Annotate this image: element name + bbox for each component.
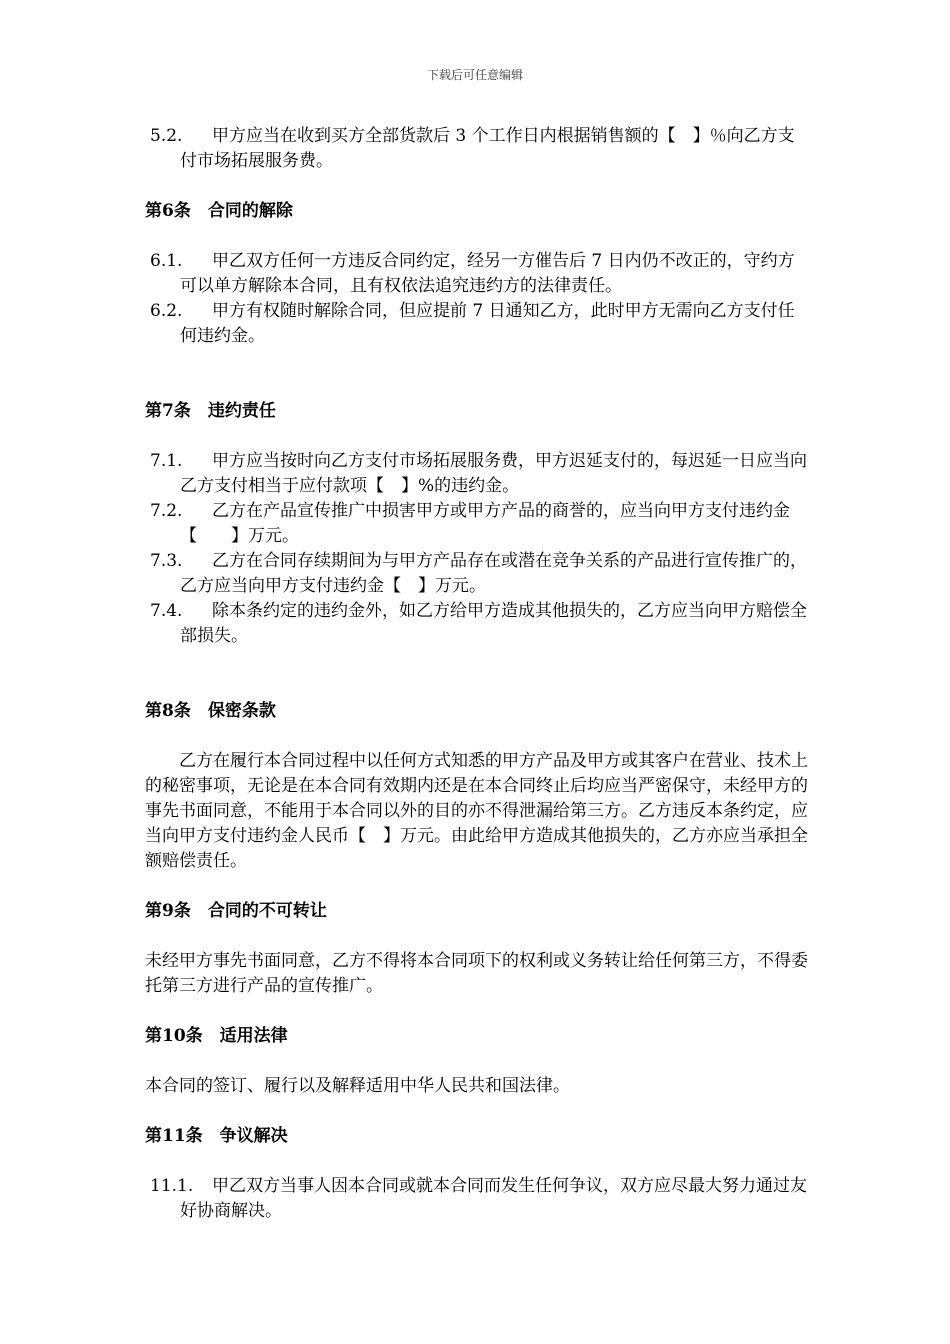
clause-text: [180, 249, 810, 299]
clause-text: [180, 599, 810, 649]
clause-text: [180, 449, 810, 499]
clause-text: [180, 499, 810, 549]
clause-number: 6.1.: [150, 251, 183, 271]
clause-6-1: [145, 249, 810, 299]
clause-text-content: 除本条约定的违约金外，如乙方给甲方造成其他损失的，乙方应当向甲方赔偿全部损失。: [180, 601, 807, 646]
clause-number: 7.3.: [150, 551, 183, 571]
clause-text-content: 甲方应当在收到买方全部货款后 3 个工作日内根据销售额的【 】％向乙方支付市场拓展服务费。: [180, 126, 795, 171]
clause-text: [180, 299, 810, 349]
clause-text-content: 甲乙双方任何一方违反合同约定，经另一方催告后 7 日内仍不改正的，守约方可以单方解除本合同，且有权依法追究违约方的法律责任。: [180, 251, 795, 296]
clause-11-1: [145, 1174, 810, 1224]
clause-7-4: [145, 599, 810, 649]
clause-number: 5.2.: [150, 126, 183, 146]
clause-text-content: 乙方在合同存续期间为与甲方产品存在或潜在竞争关系的产品进行宣传推广的，乙方应当向甲方支付违约金【 】万元。: [180, 551, 807, 596]
article-11-heading: 第11条 争议解决: [145, 1126, 288, 1146]
clause-text-content: 乙方在产品宣传推广中损害甲方或甲方产品的商誉的，应当向甲方支付违约金【 】万元。: [180, 501, 790, 546]
article-10-paragraph: 本合同的签订、履行以及解释适用中华人民共和国法律。: [145, 1076, 570, 1096]
clause-text-content: 甲乙双方当事人因本合同或就本合同而发生任何争议，双方应尽最大努力通过友好协商解决。: [180, 1176, 807, 1221]
article-9-heading: 第9条 合同的不可转让: [145, 901, 327, 921]
clause-7-1: [145, 449, 810, 499]
document-body: [145, 124, 810, 1224]
clause-number: 11.1.: [150, 1176, 194, 1196]
clause-5-2: [145, 124, 810, 174]
clause-text: [180, 124, 810, 174]
clause-7-3: [145, 549, 810, 599]
clause-text: [180, 549, 810, 599]
clause-text-content: 甲方有权随时解除合同，但应提前 7 日通知乙方，此时甲方无需向乙方支付任何违约金。: [180, 301, 795, 346]
article-8-paragraph: 乙方在履行本合同过程中以任何方式知悉的甲方产品及甲方或其客户在营业、技术上的秘密事项，无论是在本合同有效期内还是在本合同终止后均应当严密保守，未经甲方的事先书面同意，不能用于本合同以外的目的亦不得泄漏给第三方。乙方违反本条约定，应当向甲方支付违约金人民币【 】万元。由此给甲方造成其他损失的，乙方亦应当承担全额赔偿责任。: [145, 751, 808, 871]
clause-text: [180, 1174, 810, 1224]
article-8-heading: 第8条 保密条款: [145, 701, 276, 721]
clause-6-2: [145, 299, 810, 349]
clause-7-2: [145, 499, 810, 549]
clause-number: 7.2.: [150, 501, 183, 521]
article-6-heading: 第6条 合同的解除: [145, 201, 293, 221]
article-7-heading: 第7条 违约责任: [145, 401, 276, 421]
clause-text-content: 甲方应当按时向乙方支付市场拓展服务费，甲方迟延支付的，每迟延一日应当向乙方支付相当于应付款项【 】%的违约金。: [180, 451, 807, 496]
clause-number: 6.2.: [150, 301, 183, 321]
article-9-paragraph: 未经甲方事先书面同意，乙方不得将本合同项下的权利或义务转让给任何第三方，不得委托第三方进行产品的宣传推广。: [145, 951, 808, 996]
clause-number: 7.1.: [150, 451, 183, 471]
page-header: 下载后可任意编辑: [426, 68, 523, 82]
clause-number: 7.4.: [150, 601, 183, 621]
article-10-heading: 第10条 适用法律: [145, 1026, 288, 1046]
